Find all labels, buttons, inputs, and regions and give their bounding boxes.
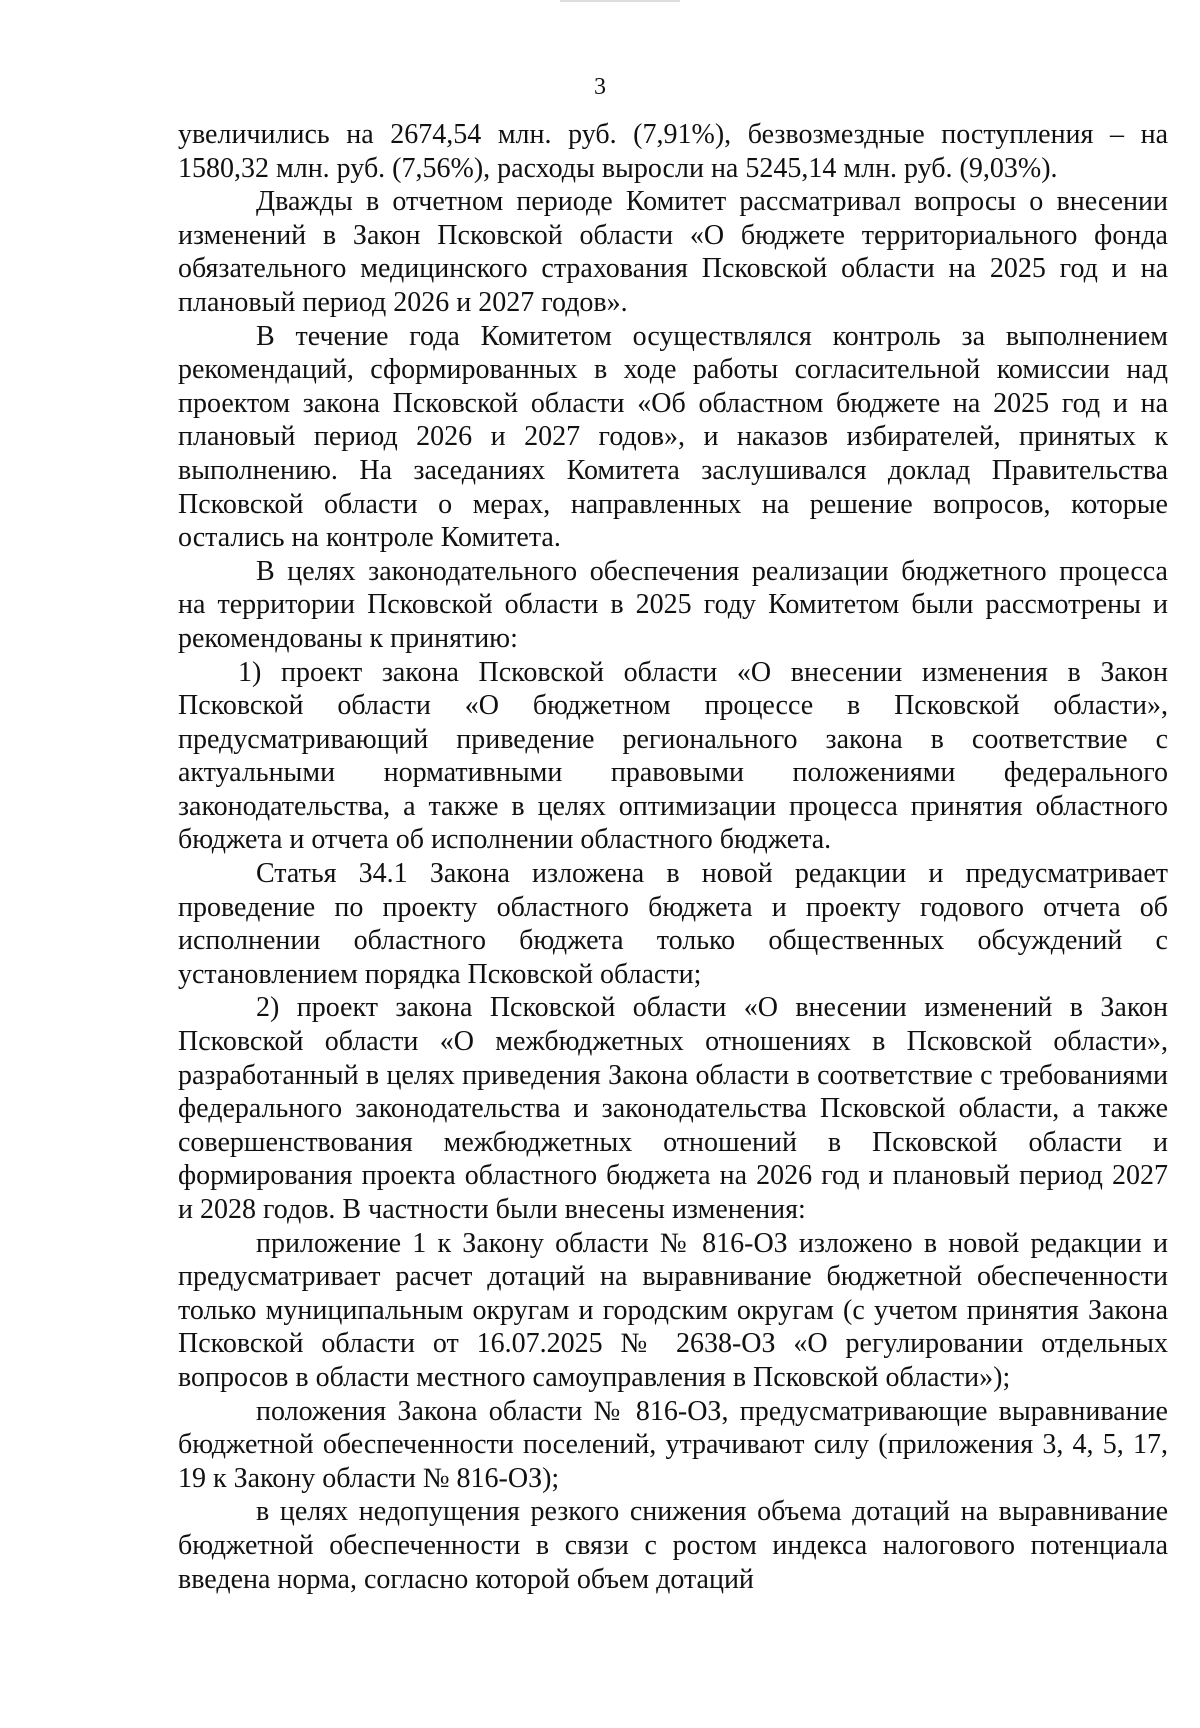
list-item-budget-process-law: 1) проект закона Псковской области «О внесении изменения в Закон Псковской области «О бюджетном процессе в Псковской области», предусматривающий приведение регионального закона в соответствие с актуальными нормативными правовыми положениями федерального законодательства, а также в целях оптимизации процесса принятия областного бюджета и отчета об исполнении областного бюджета. bbox=[178, 656, 1168, 856]
paragraph-legislative-support: В целях законодательного обеспечения реализации бюджетного процесса на территории Псковской области в 2025 году Комитетом были рассмотрены и рекомендованы к принятию: bbox=[178, 555, 1168, 654]
paragraph-article-34-1: Статья 34.1 Закона изложена в новой редакции и предусматривает проведение по проекту областного бюджета и проекту годового отчета об исполнении областного бюджета только общественных обсуждений с установлением порядка Псковской области; bbox=[178, 858, 1168, 990]
paragraph-control: В течение года Комитетом осуществлялся контроль за выполнением рекомендаций, сформированных в ходе работы согласительной комиссии над проектом закона Псковской области «Об областном бюджете на 2025 год и на плановый период 2026 и 2027 годов», и наказов избирателей, принятых к выполнению. На заседаниях Комитета заслушивался доклад Правительства Псковской области о мерах, направленных на решение вопросов, которые остались на контроле Комитета. bbox=[178, 320, 1168, 554]
document-body bbox=[178, 118, 1168, 1596]
page-number: 3 bbox=[594, 74, 606, 100]
paragraph-subsidy-norm: в целях недопущения резкого снижения объема дотаций на выравнивание бюджетной обеспеченности в связи с ростом индекса налогового потенциала введена норма, согласно которой объем дотаций bbox=[178, 1496, 1168, 1595]
scan-artifact bbox=[560, 0, 680, 2]
paragraph-appendix-1: приложение 1 к Закону области № 816-ОЗ изложено в новой редакции и предусматривает расчет дотаций на выравнивание бюджетной обеспеченности только муниципальным округам и городским округам (с учетом принятия Закона Псковской области от 16.07.2025 № 2638-ОЗ «О регулировании отдельных вопросов в области местного самоуправления в Псковской области»); bbox=[178, 1227, 1168, 1393]
list-item-interbudget-law: 2) проект закона Псковской области «О внесении изменений в Закон Псковской области «О межбюджетных отношениях в Псковской области», разработанный в целях приведения Закона области в соответствие с требованиями федерального законодательства и законодательства Псковской области, а также совершенствования межбюджетных отношений в Псковской области и формирования проекта областного бюджета на 2026 год и плановый период 2027 и 2028 годов. В частности были внесены изменения: bbox=[178, 992, 1168, 1225]
paragraph-settlements-provisions: положения Закона области № 816-ОЗ, предусматривающие выравнивание бюджетной обеспеченности поселений, утрачивают силу (приложения 3, 4, 5, 17, 19 к Закону области № 816-ОЗ); bbox=[178, 1395, 1168, 1494]
paragraph-tfoms-law: Дважды в отчетном периоде Комитет рассматривал вопросы о внесении изменений в Закон Псковской области «О бюджете территориального фонда обязательного медицинского страхования Псковской области на 2025 год и на плановый период 2026 и 2027 годов». bbox=[178, 186, 1168, 318]
paragraph-budget-growth: увеличились на 2674,54 млн. руб. (7,91%), безвозмездные поступления – на 1580,32 млн. руб. (7,56%), расходы выросли на 5245,14 млн. руб. (9,03%). bbox=[178, 119, 1168, 184]
